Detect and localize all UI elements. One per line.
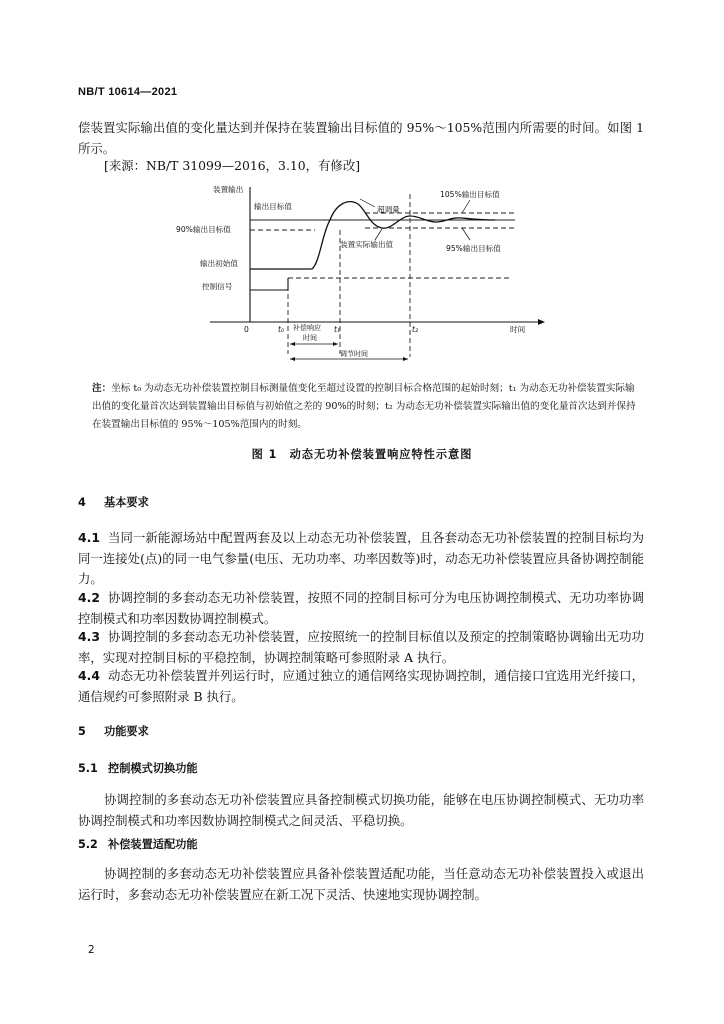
note-text: 坐标 t₀ 为动态无功补偿装置控制目标测量值变化至超过设置的控制目标合格范围的起始时刻；t₁ 为动态无功补偿装置实际输出值的变化量首次达到装置输出目标值与初始值之差的 90%的时刻；t₂ 为动态无功补偿装置实际输出值的变化量首次达到并保持在装置输出目标值的 95%～105%范围内的时刻。: [92, 383, 636, 430]
x-axis-arrow-icon: [538, 319, 545, 325]
clause-number: 4.4: [78, 668, 100, 683]
section-4-heading: [78, 494, 149, 510]
t1-label: t₁: [334, 325, 341, 334]
clause-4-3: [78, 627, 644, 668]
y-axis-label: 装置输出: [213, 185, 244, 194]
t2-label: t₂: [412, 325, 419, 334]
section-5-1-number: 5.1: [78, 762, 98, 775]
section-5-2-text: 协调控制的多套动态无功补偿装置应具备补偿装置适配功能，当任意动态无功补偿装置投入或退出运行时，多套动态无功补偿装置应在新工况下灵活、快速地实现协调控制。: [78, 866, 644, 902]
clause-number: 4.1: [78, 530, 100, 545]
response-time-label-2: 时间: [303, 334, 317, 342]
control-signal-line: [250, 278, 288, 290]
clause-4-2: [78, 588, 644, 629]
section-5-1-title: 控制模式切换功能: [108, 762, 198, 775]
control-signal-label: 控制信号: [202, 282, 233, 291]
overshoot-leader: [360, 199, 375, 207]
clause-4-4: [78, 666, 644, 707]
upper-band-leader: [462, 200, 470, 213]
actual-output-label: 装置实际输出值: [340, 240, 394, 249]
section-5-number: 5: [78, 725, 86, 738]
note-label: 注：: [92, 383, 112, 394]
t0-label: t₀: [278, 325, 285, 334]
clause-text: 协调控制的多套动态无功补偿装置，应按照统一的控制目标值以及预定的控制策略协调输出无功功率，实现对控制目标的平稳控制，协调控制策略可参照附录 A 执行。: [78, 629, 644, 665]
initial-label: 输出初始值: [200, 259, 238, 268]
settling-arrow-left-icon: [290, 357, 295, 361]
response-characteristic-figure: [170, 182, 550, 368]
section-5-1-text: 协调控制的多套动态无功补偿装置应具备控制模式切换功能，能够在电压协调控制模式、无功功率协调控制模式和功率因数协调控制模式之间灵活、平稳切换。: [78, 792, 644, 828]
response-arrow-right-icon: [333, 342, 338, 346]
ninety-label: 90%输出目标值: [176, 225, 231, 234]
section-5-2-heading: [78, 836, 198, 852]
page-number: 2: [88, 944, 95, 956]
lower-band-leader: [462, 228, 470, 240]
section-4-number: 4: [78, 496, 86, 509]
intro-paragraph: 偿装置实际输出值的变化量达到并保持在装置输出目标值的 95%～105%范围内所需要的时间。如图 1所示。: [78, 120, 644, 156]
clause-number: 4.3: [78, 629, 100, 644]
figure-note: [92, 380, 644, 434]
section-5-heading: [78, 723, 149, 739]
clause-text: 协调控制的多套动态无功补偿装置，按照不同的控制目标可分为电压协调控制模式、无功功率协调控制模式和功率因数协调控制模式。: [78, 590, 644, 626]
section-4-title: 基本要求: [104, 496, 149, 509]
settling-time-label: 调节时间: [340, 350, 368, 358]
actual-output-curve: [250, 202, 495, 269]
time-label: 时间: [510, 325, 526, 334]
section-5-1-heading: [78, 760, 198, 776]
section-5-2-number: 5.2: [78, 838, 98, 851]
actual-leader: [375, 229, 382, 240]
origin-label: 0: [244, 325, 249, 334]
section-5-title: 功能要求: [104, 725, 149, 738]
clause-text: 动态无功补偿装置并列运行时，应通过独立的通信网络实现协调控制，通信接口宜选用光纤接口，通信规约可参照附录 B 执行。: [78, 668, 644, 704]
lower-band-label: 95%输出目标值: [446, 244, 501, 253]
source-citation: [来源：NB/T 31099—2016，3.10，有修改]: [104, 158, 361, 173]
clause-text: 当同一新能源场站中配置两套及以上动态无功补偿装置，且各套动态无功补偿装置的控制目标均为同一连接处(点)的同一电气参量(电压、无功功率、功率因数等)时，动态无功补偿装置应具备协调控制能力。: [78, 530, 644, 586]
upper-band-label: 105%输出目标值: [440, 190, 500, 199]
response-time-label-1: 补偿响应: [293, 324, 321, 332]
standard-code: NB/T 10614—2021: [78, 86, 178, 98]
clause-4-1: [78, 528, 644, 590]
figure-caption: 图 1 动态无功补偿装置响应特性示意图: [251, 448, 473, 461]
settling-arrow-right-icon: [403, 357, 408, 361]
section-5-2-title: 补偿装置适配功能: [108, 838, 198, 851]
overshoot-label: 超调量: [377, 205, 400, 214]
target-label: 输出目标值: [254, 202, 292, 211]
clause-number: 4.2: [78, 590, 100, 605]
response-arrow-left-icon: [290, 342, 295, 346]
